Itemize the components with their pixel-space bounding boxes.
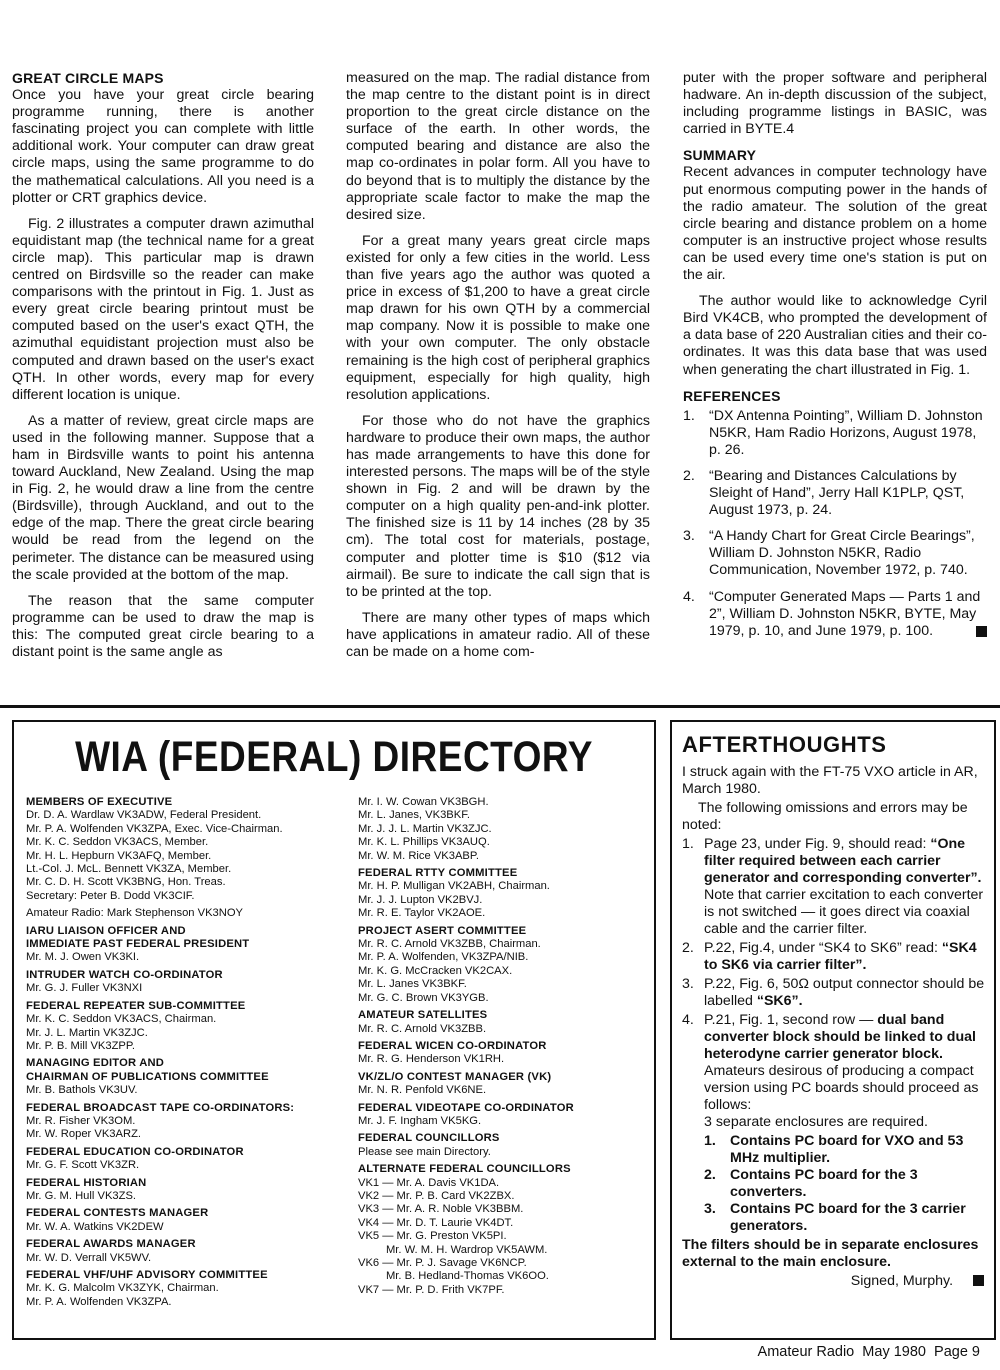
paragraph: The reason that the same computer programme can be used to draw the map is this: The computed great circle bearing to a distant point is the same angle as bbox=[12, 592, 314, 660]
directory-entry: Mr. P. A. Wolfenden VK3ZPA, Exec. Vice-Chairman. bbox=[26, 822, 283, 835]
directory-entry: Mr. P. B. Mill VK3ZPP. bbox=[26, 1039, 136, 1052]
directory-entry: Lt.-Col. J. McL. Bennett VK3ZA, Member. bbox=[26, 863, 232, 876]
enclosure-item: 2. Contains PC board for the 3 converters. bbox=[704, 1167, 918, 1200]
directory-group-heading: FEDERAL RTTY COMMITTEE bbox=[358, 867, 518, 880]
directory-group bbox=[358, 1102, 648, 1129]
directory-group-heading: FEDERAL AWARDS MANAGER bbox=[26, 1238, 196, 1251]
directory-entry: VK5 — Mr. G. Preston VK5PI. bbox=[358, 1230, 507, 1243]
references-list bbox=[683, 408, 987, 640]
directory-group-heading: FEDERAL COUNCILLORS bbox=[358, 1132, 500, 1145]
directory-group bbox=[26, 1146, 346, 1173]
errata-item: 4. P.21, Fig. 1, second row — dual band converter block should be linked to dual heterodyne carrier generator block. Amateurs desirous of producing a compact version using PC boards should proceed as follows: 3 separate enclosures are required. bbox=[682, 1012, 988, 1131]
afterthoughts-title: AFTERTHOUGHTS bbox=[682, 732, 887, 757]
paragraph: I struck again with the FT-75 VXO article in AR, March 1980. bbox=[682, 764, 978, 797]
directory-entry: Please see main Directory. bbox=[358, 1145, 491, 1158]
reference-item: 1. “DX Antenna Pointing”, William D. Johnston N5KR, Ham Radio Horizons, August 1978, p. 26. bbox=[683, 407, 983, 458]
directory-group-heading: PROJECT ASERT COMMITTEE bbox=[358, 924, 527, 937]
section-heading-great-circle-maps: GREAT CIRCLE MAPS bbox=[12, 70, 164, 86]
paragraph: As a matter of review, great circle maps are used in the following manner. Suppose that a ham in Birdsville wants to point his antenna toward Auckland, New Zealand. Using the map in Fig. 2, he would draw a line from the centre (Birdsville), through Auckland, and out to the edge of the map. There the great circle bearing would be read from the legend on the perimeter. The distance can be measured using the scale provided at the bottom of the map. bbox=[12, 412, 314, 583]
directory-group-heading: VK/ZL/O CONTEST MANAGER (VK) bbox=[358, 1070, 552, 1083]
errata-note: 3 separate enclosures are required. bbox=[704, 1114, 928, 1130]
section-heading-summary: SUMMARY bbox=[683, 147, 757, 164]
directory-entry: Mr. W. A. Watkins VK2DEW bbox=[26, 1220, 164, 1233]
directory-group bbox=[26, 969, 346, 996]
directory-entry: Mr. W. Roper VK3ARZ. bbox=[26, 1128, 142, 1141]
directory-entry: Mr. P. A. Wolfenden VK3ZPA. bbox=[26, 1295, 172, 1308]
directory-entry: VK1 — Mr. A. Davis VK1DA. bbox=[358, 1176, 500, 1189]
directory-entry: VK3 — Mr. A. R. Noble VK3BBM. bbox=[358, 1203, 524, 1216]
page-footer: Amateur Radio May 1980 Page 9 bbox=[757, 1344, 980, 1360]
directory-group-heading: MANAGING EDITOR AND bbox=[26, 1057, 165, 1070]
directory-group-heading: FEDERAL WICEN CO-ORDINATOR bbox=[358, 1039, 547, 1052]
section-heading-references: REFERENCES bbox=[683, 387, 781, 404]
directory-group-heading: INTRUDER WATCH CO-ORDINATOR bbox=[26, 968, 223, 981]
directory-entry: VK7 — Mr. P. D. Frith VK7PF. bbox=[358, 1283, 505, 1296]
section-divider bbox=[0, 705, 1000, 708]
directory-group-heading: IMMEDIATE PAST FEDERAL PRESIDENT bbox=[26, 938, 250, 951]
enclosure-item: 1. Contains PC board for VXO and 53 MHz multiplier. bbox=[704, 1133, 964, 1166]
paragraph: measured on the map. The radial distance from the map centre to the distant point is in direct proportion to the great circle distance on the surface of the earth. In other words, the computed bearing and distance are also the map co-ordinates in polar form. All you have to do beyond that is to multiply the distance by the appropriate scale factor to make the map the desired size. bbox=[346, 70, 650, 223]
directory-entry: Mr. J. F. Ingham VK5KG. bbox=[358, 1114, 482, 1127]
directory-entry: Mr. B. Hedland-Thomas VK6OO. bbox=[358, 1270, 549, 1283]
directory-group bbox=[26, 1057, 346, 1070]
directory-entry: Mr. J. J. L. Martin VK3ZJC. bbox=[358, 822, 492, 835]
directory-group-heading: FEDERAL CONTESTS MANAGER bbox=[26, 1207, 209, 1220]
directory-entry: Mr. H. P. Mulligan VK2ABH, Chairman. bbox=[358, 880, 550, 893]
wia-directory-box bbox=[12, 720, 656, 1340]
directory-entry: Dr. D. A. Wardlaw VK3ADW, Federal President. bbox=[26, 809, 262, 822]
enclosure-list bbox=[682, 1133, 988, 1235]
paragraph: Once you have your great circle bearing programme running, there is another fascinating project you can complete with little additional work. Your computer can draw great circle maps, using the same programme to do the mathematical calculations. All you need is a plotter or CRT graphics device. bbox=[12, 87, 314, 206]
directory-group-heading: CHAIRMAN OF PUBLICATIONS COMMITTEE bbox=[26, 1070, 269, 1083]
directory-entry: Mr. J. J. Lupton VK2BVJ. bbox=[358, 893, 483, 906]
directory-entry: Mr. I. W. Cowan VK3BGH. bbox=[358, 796, 489, 808]
directory-entry: Mr. N. R. Penfold VK6NE. bbox=[358, 1084, 487, 1097]
errata-list bbox=[682, 836, 988, 1131]
directory-entry: Mr. B. Bathols VK3UV. bbox=[26, 1084, 138, 1097]
directory-entry: Mr. R. G. Henderson VK1RH. bbox=[358, 1053, 505, 1066]
signature: Signed, Murphy. bbox=[850, 1273, 954, 1289]
directory-entry: Mr. W. M. Rice VK3ABP. bbox=[358, 849, 480, 862]
paragraph: There are many other types of maps which have applications in amateur radio. All of these can be made on a home com- bbox=[346, 609, 650, 660]
reference-item: 2. “Bearing and Distances Calculations by Sleight of Hand”, Jerry Hall K1PLP, QST, August 1973, p. 24. bbox=[683, 467, 965, 519]
directory-group bbox=[26, 907, 346, 920]
directory-group bbox=[358, 1163, 648, 1297]
reference-item: 4. “Computer Generated Maps — Parts 1 and 2”, William D. Johnston N5KR, BYTE, May 1979, p. 10, and June 1979, p. 100. bbox=[683, 589, 987, 640]
directory-group bbox=[26, 1071, 346, 1098]
directory-group bbox=[26, 1269, 346, 1309]
directory-entry: Secretary: Peter B. Dodd VK3CIF. bbox=[26, 889, 195, 902]
directory-column-right bbox=[358, 796, 648, 1301]
directory-group bbox=[358, 1132, 648, 1159]
directory-group bbox=[26, 1000, 346, 1054]
paragraph: For a great many years great circle maps existed for only a few cities in the world. Less than five years ago the author was quoted a price in excess of $1,200 to have a great circle map drawn for his own QTH by a commercial map company. Now it is possible to make one with your own computer. The only obstacle remaining is the high cost of peripheral graphics equipment, especially for high quality, high resolution applications. bbox=[346, 232, 650, 403]
errata-item: 3. P.22, Fig. 6, 50Ω output connector should be labelled “SK6”. bbox=[682, 976, 985, 1009]
directory-entry: Mr. W. M. H. Wardrop VK5AWM. bbox=[358, 1243, 548, 1256]
directory-entry: Mr. K. C. Seddon VK3ACS, Member. bbox=[26, 836, 209, 849]
directory-entry: Mr. G. C. Brown VK3YGB. bbox=[358, 991, 489, 1004]
directory-entry: Mr. C. D. H. Scott VK3BNG, Hon. Treas. bbox=[26, 876, 226, 889]
article-column-3 bbox=[683, 70, 987, 649]
directory-entry: Mr. K. G. McCracken VK2CAX. bbox=[358, 964, 513, 977]
directory-entry: Mr. G. M. Hull VK3ZS. bbox=[26, 1189, 137, 1202]
directory-group-heading: ALTERNATE FEDERAL COUNCILLORS bbox=[358, 1163, 571, 1176]
directory-entry: Mr. G. F. Scott VK3ZR. bbox=[26, 1159, 140, 1172]
directory-entry: Mr. R. C. Arnold VK3ZBB. bbox=[358, 1022, 487, 1035]
directory-group-heading: FEDERAL REPEATER SUB-COMMITTEE bbox=[26, 999, 246, 1012]
directory-group bbox=[26, 1207, 346, 1234]
directory-group bbox=[26, 938, 346, 965]
errata-item: 1. Page 23, under Fig. 9, should read: “One filter required between each carrier generator and corresponding converter”. Note that carrier excitation to each converter is not switched — it goes direct via coaxial cable and the carrier filter. bbox=[682, 836, 988, 938]
reference-item: 3. “A Handy Chart for Great Circle Bearings”, William D. Johnston N5KR, Radio Communication, November 1972, p. 740. bbox=[683, 528, 975, 579]
directory-entry: Mr. L. Janes, VK3BKF. bbox=[358, 809, 470, 822]
afterthoughts-box bbox=[670, 720, 996, 1340]
directory-group bbox=[358, 1071, 648, 1098]
directory-entry: Mr. H. L. Hepburn VK3AFQ, Member. bbox=[26, 849, 212, 862]
article-column-2 bbox=[346, 70, 650, 670]
closing-note: The filters should be in separate enclosures external to the main enclosure. bbox=[682, 1237, 979, 1270]
errata-note: Amateurs desirous of producing a compact version using PC boards should proceed as follows: bbox=[704, 1063, 979, 1113]
directory-group bbox=[26, 1177, 346, 1204]
directory-group-heading: IARU LIAISON OFFICER AND bbox=[26, 924, 186, 937]
directory-entry: Mr. J. L. Martin VK3ZJC. bbox=[26, 1026, 148, 1039]
directory-group bbox=[26, 1238, 346, 1265]
paragraph: The following omissions and errors may be noted: bbox=[682, 800, 968, 833]
directory-column-left bbox=[26, 796, 346, 1313]
paragraph: The author would like to acknowledge Cyril Bird VK4CB, who prompted the development of a data base of 220 Australian cities and their co-ordinates. It was this data base that was used when generating the chart illustrated in Fig. 1. bbox=[683, 293, 987, 378]
paragraph: Recent advances in computer technology have put enormous computing power in the hands of the radio amateur. The solution of the great circle bearing and distance problem on a home computer is an instructive project whose results can be used every time one's station is put on the air. bbox=[683, 164, 987, 284]
directory-entry: Mr. K. G. Malcolm VK3ZYK, Chairman. bbox=[26, 1282, 219, 1295]
directory-entry: Mr. P. A. Wolfenden, VK3ZPA/NIB. bbox=[358, 951, 529, 964]
directory-group bbox=[358, 925, 648, 1005]
directory-title: WIA (FEDERAL) DIRECTORY bbox=[75, 732, 593, 780]
paragraph: For those who do not have the graphics hardware to produce their own maps, the author has made arrangements to have this done for interested persons. The maps will be of the style shown in Fig. 2 and will be drawn by the computer on a high quality pen-and-ink plotter. The finished size is 11 by 14 inches (28 by 35 cm). The total cost for materials, postage, computer and plotter time is $10 ($12 via airmail). Be sure to indicate the call sign that is to be printed at the top. bbox=[346, 412, 650, 600]
directory-group bbox=[358, 796, 648, 863]
directory-entry: VK4 — Mr. D. T. Laurie VK4DT. bbox=[358, 1216, 514, 1229]
directory-entry: Amateur Radio: Mark Stephenson VK3NOY bbox=[26, 907, 244, 920]
directory-entry: VK6 — Mr. P. J. Savage VK6NCP. bbox=[358, 1257, 527, 1269]
directory-entry: Mr. L. Janes VK3BKF. bbox=[358, 978, 467, 991]
directory-entry: Mr. R. E. Taylor VK2AOE. bbox=[358, 907, 486, 920]
directory-group-heading: FEDERAL EDUCATION CO-ORDINATOR bbox=[26, 1145, 244, 1158]
directory-group-heading: FEDERAL BROADCAST TAPE CO-ORDINATORS: bbox=[26, 1101, 295, 1114]
directory-entry: Mr. K. C. Seddon VK3ACS, Chairman. bbox=[26, 1013, 217, 1026]
directory-group-heading: FEDERAL VIDEOTAPE CO-ORDINATOR bbox=[358, 1101, 574, 1114]
directory-entry: Mr. K. L. Phillips VK3AUQ. bbox=[358, 836, 490, 849]
end-mark-icon bbox=[976, 626, 987, 637]
directory-entry: Mr. R. Fisher VK3OM. bbox=[26, 1114, 136, 1127]
directory-group-heading: FEDERAL HISTORIAN bbox=[26, 1176, 147, 1189]
article-column-1 bbox=[12, 70, 314, 670]
directory-entry: Mr. M. J. Owen VK3KI. bbox=[26, 951, 140, 964]
errata-note: Note that carrier excitation to each converter is not switched — it goes direct via coaxial cable and the carrier filter. bbox=[704, 887, 984, 937]
signature-line bbox=[682, 1273, 988, 1290]
directory-group bbox=[358, 1040, 648, 1067]
end-mark-icon bbox=[973, 1275, 984, 1286]
paragraph: puter with the proper software and peripheral hadware. An in-depth discussion of the subject, including programme listings in BASIC, was carried in BYTE.4 bbox=[683, 70, 987, 138]
directory-group bbox=[358, 1009, 648, 1036]
enclosure-item: 3. Contains PC board for the 3 carrier generators. bbox=[704, 1201, 966, 1234]
directory-group bbox=[26, 1102, 346, 1142]
errata-item: 2. P.22, Fig.4, under “SK4 to SK6” read: “SK4 to SK6 via carrier filter”. bbox=[682, 940, 977, 973]
afterthoughts-body bbox=[682, 764, 988, 1290]
directory-group-heading: AMATEUR SATELLITES bbox=[358, 1009, 488, 1022]
directory-entry: Mr. W. D. Verrall VK5WV. bbox=[26, 1251, 152, 1264]
directory-entry: VK2 — Mr. P. B. Card VK2ZBX. bbox=[358, 1189, 515, 1202]
directory-group-heading: MEMBERS OF EXECUTIVE bbox=[26, 796, 173, 808]
directory-entry: Mr. R. C. Arnold VK3ZBB, Chairman. bbox=[358, 938, 541, 951]
directory-entry: Mr. G. J. Fuller VK3NXI bbox=[26, 982, 143, 995]
directory-group-heading: FEDERAL VHF/UHF ADVISORY COMMITTEE bbox=[26, 1269, 268, 1281]
directory-group bbox=[26, 925, 346, 938]
directory-group bbox=[358, 867, 648, 921]
paragraph: Fig. 2 illustrates a computer drawn azimuthal equidistant map (the technical name for a great circle map). This particular map is drawn centred on Birdsville so the reader can make comparisons with the printout in Fig. 1. Just as every great circle bearing printout must be computed based on the user's exact QTH, the azimuthal equidistant projection must also be computed and drawn based on the user's exact QTH. In other words, every map for every different location is unique. bbox=[12, 215, 314, 403]
directory-group bbox=[26, 796, 346, 903]
